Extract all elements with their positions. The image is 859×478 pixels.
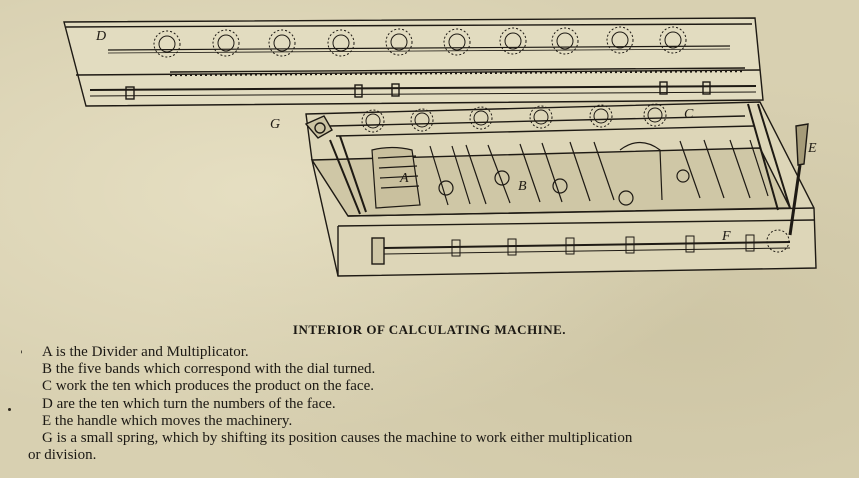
legend xyxy=(30,344,850,464)
label-a: A xyxy=(400,171,409,186)
label-c: C xyxy=(684,107,694,122)
legend-line-g: G is a small spring, which by shifting its position causes the machine to work either multiplication xyxy=(42,430,633,447)
legend-line-a: A is the Divider and Multiplicator. xyxy=(42,344,249,360)
legend-marker: ' xyxy=(20,350,23,361)
figure-caption: INTERIOR OF CALCULATING MACHINE. xyxy=(292,322,567,337)
legend-line-c: C work the ten which produces the product on the face. xyxy=(42,378,374,395)
label-e: E xyxy=(808,141,817,156)
label-g: G xyxy=(270,117,281,132)
label-b: B xyxy=(518,179,527,194)
label-f: F xyxy=(722,229,731,244)
legend-line-e: E the handle which moves the machinery. xyxy=(42,412,293,429)
legend-line-g-continued: or division. xyxy=(28,447,97,464)
ink-speck xyxy=(8,408,11,411)
label-d: D xyxy=(96,29,107,44)
legend-line-d: D are the ten which turn the numbers of the face. xyxy=(42,395,336,412)
legend-line-b: B the five bands which correspond with the dial turned. xyxy=(42,361,376,378)
